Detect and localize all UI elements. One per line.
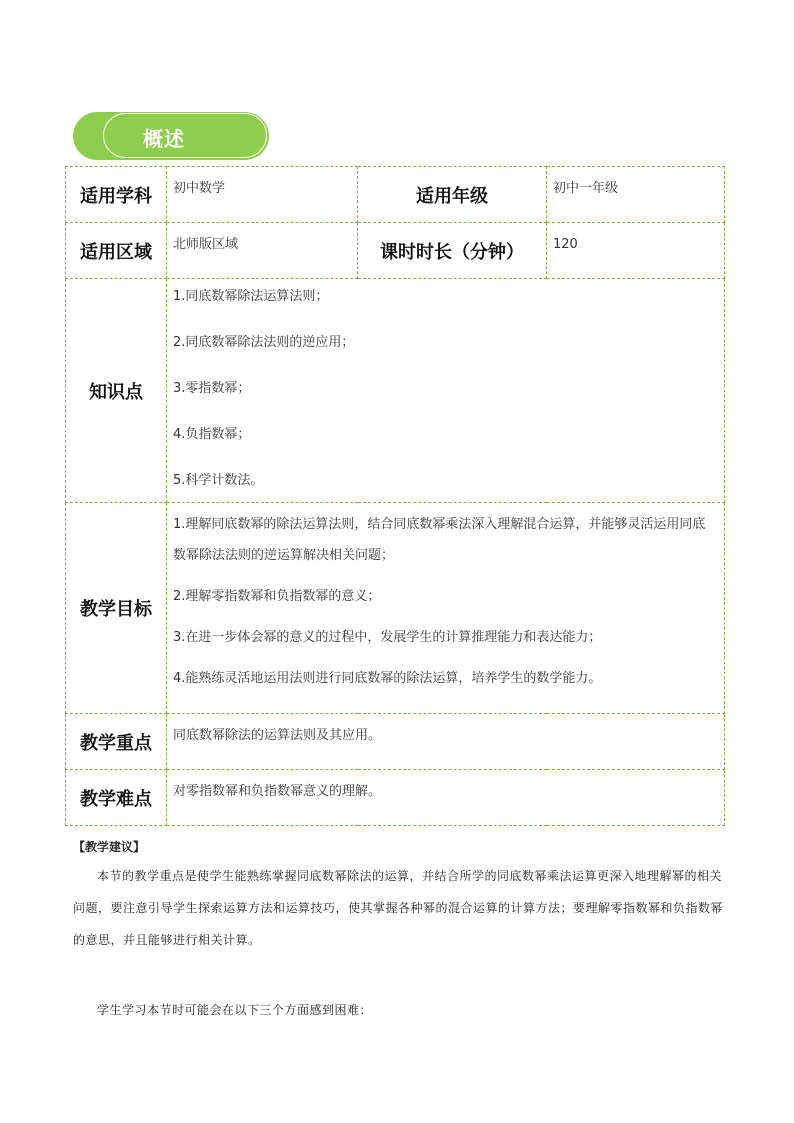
list-item: 3.零指数幂； <box>173 381 251 396</box>
section-title: 概述 <box>143 127 185 151</box>
table-row <box>66 503 725 714</box>
subject-label: 适用学科 <box>66 167 167 223</box>
grade-label: 适用年级 <box>358 167 547 223</box>
goals-list <box>167 503 725 714</box>
key-point-label: 教学重点 <box>66 714 167 770</box>
table-row <box>66 279 725 503</box>
suggestion-heading: 【教学建议】 <box>73 840 146 854</box>
list-item: 4.能熟练灵活地运用法则进行同底数幂的除法运算，培养学生的数学能力。 <box>173 671 602 686</box>
grade-value: 初中一年级 <box>547 167 725 223</box>
table-row <box>66 223 725 279</box>
list-item: 3.在进一步体会幂的意义的过程中，发展学生的计算推理能力和表达能力； <box>173 630 602 645</box>
region-value: 北师版区域 <box>167 223 358 279</box>
region-label: 适用区域 <box>66 223 167 279</box>
knowledge-list <box>167 279 725 503</box>
key-point-value: 同底数幂除法的运算法则及其应用。 <box>167 714 725 770</box>
duration-value: 120 <box>547 223 725 279</box>
difficulty-label: 教学难点 <box>66 770 167 826</box>
header-pill-inner <box>103 113 267 158</box>
list-item: 2.同底数幂除法法则的逆应用； <box>173 335 355 350</box>
goals-label: 教学目标 <box>66 503 167 714</box>
list-item: 1.同底数幂除法运算法则； <box>173 289 329 304</box>
list-item: 4.负指数幂； <box>173 427 251 442</box>
list-item: 1.理解同底数幂的除法运算法则，结合同底数幂乘法深入理解混合运算，并能够灵活运用同底数幂除法法则的逆运算解决相关问题； <box>173 517 706 563</box>
duration-label: 课时时长（分钟） <box>358 223 547 279</box>
suggestion-body: 本节的教学重点是使学生能熟练掌握同底数幂除法的运算，并结合所学的同底数幂乘法运算更深入地理解幂的相关问题，要注意引导学生探索运算方法和运算技巧，使其掌握各种幂的混合运算的计算方法；要理解零指数幂和负指数幂的意思，并且能够进行相关计算。 <box>73 869 724 947</box>
table-row <box>66 714 725 770</box>
table-row <box>66 770 725 826</box>
subject-value: 初中数学 <box>167 167 358 223</box>
knowledge-label: 知识点 <box>66 279 167 503</box>
overview-table <box>65 166 725 826</box>
difficulty-value: 对零指数幂和负指数幂意义的理解。 <box>167 770 725 826</box>
list-item: 2.理解零指数幂和负指数幂的意义； <box>173 589 381 604</box>
suggestion-note: 学生学习本节时可能会在以下三个方面感到困难： <box>97 1003 373 1017</box>
list-item: 5.科学计数法。 <box>173 473 264 488</box>
table-row <box>66 167 725 223</box>
